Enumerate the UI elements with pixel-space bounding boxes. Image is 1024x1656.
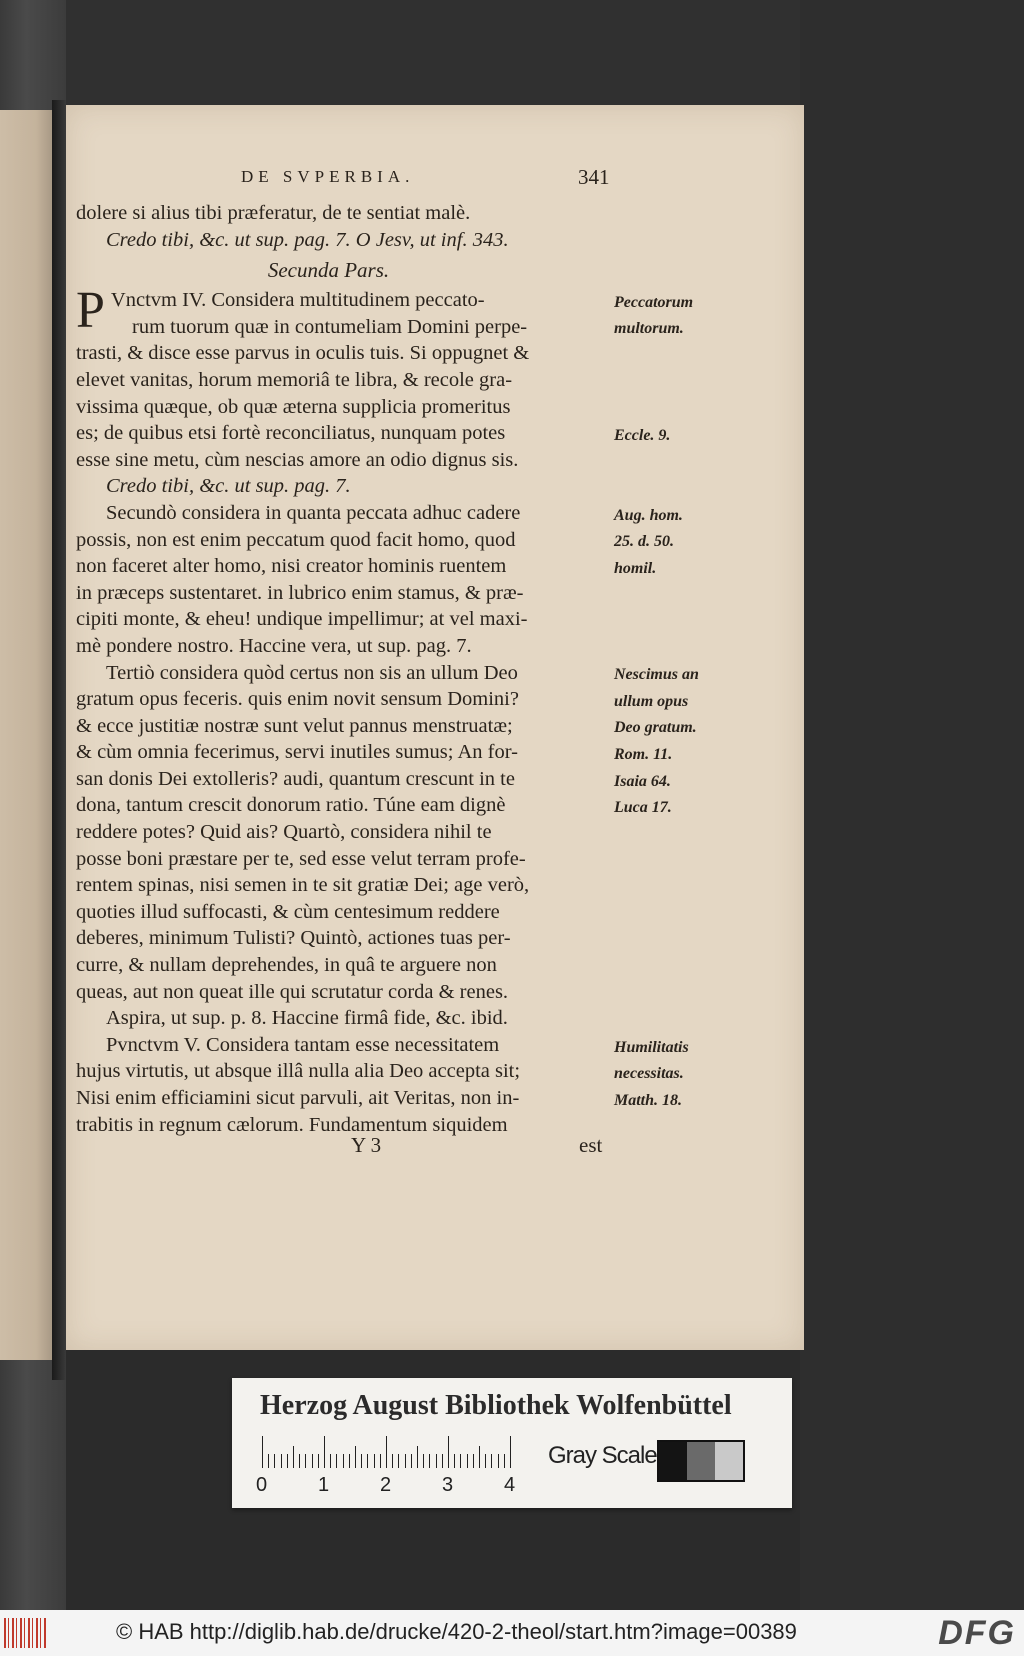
marginal-note: Isaia 64. xyxy=(614,772,671,790)
ruler-tick xyxy=(367,1454,368,1468)
text-line: rum tuorum quæ in contumeliam Domini perpe- xyxy=(132,315,528,338)
marginal-note: Deo gratum. xyxy=(614,719,697,737)
text-line: non faceret alter homo, nisi creator hominis ruentem xyxy=(76,555,507,578)
marginal-note: Humilitatis xyxy=(614,1038,689,1056)
text-line: Tertiò considera quòd certus non sis an ullum Deo xyxy=(106,661,518,684)
ruler-number: 1 xyxy=(318,1474,330,1496)
ruler-tick xyxy=(262,1436,263,1468)
ruler-tick xyxy=(392,1454,393,1468)
ruler-tick xyxy=(305,1454,306,1468)
library-name: Herzog August Bibliothek Wolfenbüttel xyxy=(260,1390,732,1421)
text-line: trasti, & disce esse parvus in oculis tuis. Si oppugnet & xyxy=(76,342,530,365)
text-line: dolere si alius tibi præferatur, de te sentiat malè. xyxy=(76,202,471,224)
text-line: Credo tibi, &c. ut sup. pag. 7. O Jesv, ut inf. 343. xyxy=(106,228,509,251)
gray-swatch xyxy=(659,1442,687,1480)
ruler-tick xyxy=(417,1446,418,1468)
book-page xyxy=(66,105,804,1350)
ruler-tick xyxy=(281,1454,282,1468)
text-line: san donis Dei extolleris? audi, quantum crescunt in te xyxy=(76,767,515,790)
text-line: & ecce justitiæ nostræ sunt velut pannus menstruatæ; xyxy=(76,714,513,737)
ruler-number: 4 xyxy=(504,1474,516,1496)
text-line: reddere potes? Quid ais? Quartò, considera nihil te xyxy=(76,821,492,844)
ruler-tick xyxy=(510,1436,511,1468)
ruler-tick xyxy=(491,1454,492,1468)
ruler-tick xyxy=(343,1454,344,1468)
ruler-tick xyxy=(274,1454,275,1468)
ruler-tick xyxy=(386,1436,387,1468)
ruler-tick xyxy=(504,1454,505,1468)
text-line: mè pondere nostro. Haccine vera, ut sup. pag. 7. xyxy=(76,634,472,657)
marginal-note: Aug. hom. xyxy=(614,506,683,524)
text-line: Secunda Pars. xyxy=(267,258,390,283)
ruler-tick xyxy=(336,1454,337,1468)
text-line: Credo tibi, &c. ut sup. pag. 7. xyxy=(106,475,351,498)
ruler-tick xyxy=(423,1454,424,1468)
ruler-tick xyxy=(473,1454,474,1468)
gray-scale-swatches xyxy=(657,1440,745,1482)
ruler-tick xyxy=(374,1454,375,1468)
ruler-tick xyxy=(436,1454,437,1468)
ruler-tick xyxy=(287,1454,288,1468)
text-line: esse sine metu, cùm nescias amore an odio dignus sis. xyxy=(76,448,519,471)
signature-mark: Y 3 xyxy=(351,1133,382,1157)
marginal-note: Nescimus an xyxy=(614,666,699,684)
marginal-note: ullum opus xyxy=(614,692,689,710)
text-line: dona, tantum crescit donorum ratio. Túne eam dignè xyxy=(76,794,506,817)
ruler-tick xyxy=(454,1454,455,1468)
text-line: es; de quibus etsi fortè reconciliatus, nunquam potes xyxy=(76,422,506,445)
marginal-note: Luca 17. xyxy=(614,799,672,817)
ruler-tick xyxy=(448,1436,449,1468)
scanner-background-right xyxy=(800,0,1024,1610)
ruler-tick xyxy=(405,1454,406,1468)
marginal-note: 25. d. 50. xyxy=(614,533,674,551)
gray-swatch xyxy=(715,1442,743,1480)
text-line: curre, & nullam deprehendes, in quâ te arguere non xyxy=(76,954,497,977)
ruler-tick xyxy=(330,1454,331,1468)
text-line: queas, aut non queat ille qui scrutatur corda & renes. xyxy=(76,980,509,1003)
ruler-tick xyxy=(268,1454,269,1468)
ruler-tick xyxy=(318,1454,319,1468)
drop-cap: P xyxy=(76,282,105,340)
body-text xyxy=(76,200,621,1138)
ruler-tick xyxy=(380,1454,381,1468)
text-line: gratum opus feceris. quis enim novit sensum Domini? xyxy=(76,688,519,711)
ruler-tick xyxy=(361,1454,362,1468)
marginal-note: Rom. 11. xyxy=(614,746,673,763)
ruler-tick xyxy=(479,1446,480,1468)
ruler-number: 2 xyxy=(380,1474,392,1496)
ruler-tick xyxy=(355,1446,356,1468)
text-line: quoties illud suffocasti, & cùm centesimum reddere xyxy=(76,900,500,923)
ruler-scale xyxy=(262,1436,512,1468)
text-line: in præceps sustentaret. in lubrico enim stamus, & præ- xyxy=(76,581,524,604)
marginal-note: homil. xyxy=(614,559,657,577)
ruler-tick xyxy=(467,1454,468,1468)
ruler-tick xyxy=(312,1454,313,1468)
text-line: trabitis in regnum cælorum. Fundamentum siquidem xyxy=(76,1113,508,1136)
gray-scale-label: Gray Scale xyxy=(548,1442,657,1469)
ruler-tick xyxy=(349,1454,350,1468)
text-line: Nisi enim efficiamini sicut parvuli, ait Veritas, non in- xyxy=(76,1087,520,1109)
ruler-tick xyxy=(429,1454,430,1468)
ruler-tick xyxy=(398,1454,399,1468)
previous-page-edge xyxy=(0,110,60,1360)
text-line: Secundò considera in quanta peccata adhuc cadere xyxy=(106,501,521,524)
page-number: 341 xyxy=(578,165,610,189)
marginal-note: Matth. 18. xyxy=(614,1091,683,1109)
ruler-tick xyxy=(442,1454,443,1468)
running-head: DE SVPERBIA. xyxy=(241,167,415,186)
text-line: cipiti monte, & eheu! undique impellimur; at vel maxi- xyxy=(76,608,528,631)
ruler-tick xyxy=(411,1454,412,1468)
text-line: deberes, minimum Tulisti? Quintò, actiones tuas per- xyxy=(76,927,511,950)
ruler-tick xyxy=(498,1454,499,1468)
book-spine xyxy=(52,100,66,1380)
catchword: est xyxy=(579,1133,603,1157)
marginal-note: Eccle. 9. xyxy=(614,426,671,444)
text-line: rentem spinas, nisi semen in te sit gratiæ Dei; age verò, xyxy=(76,874,530,897)
ruler-numbers xyxy=(256,1474,526,1500)
footer-bar xyxy=(0,1610,1024,1656)
ruler-tick xyxy=(299,1454,300,1468)
dfg-logo: DFG xyxy=(938,1614,1016,1652)
gray-swatch xyxy=(687,1442,715,1480)
text-line: Pvnctvm V. Considera tantam esse necessitatem xyxy=(106,1033,500,1056)
ruler-tick xyxy=(293,1446,294,1468)
ruler-tick xyxy=(485,1454,486,1468)
text-line: possis, non est enim peccatum quod facit homo, quod xyxy=(76,528,516,551)
source-url[interactable]: © HAB http://diglib.hab.de/drucke/420-2-theol/start.htm?image=00389 xyxy=(116,1619,797,1644)
hab-logo-icon xyxy=(4,1618,48,1648)
text-line: vissima quæque, ob quæ æterna supplicia promeritus xyxy=(76,395,511,418)
marginal-note: multorum. xyxy=(614,320,684,338)
marginal-note: necessitas. xyxy=(614,1065,684,1083)
color-calibration-card xyxy=(232,1378,792,1508)
ruler-number: 3 xyxy=(442,1474,454,1496)
text-line: & cùm omnia fecerimus, servi inutiles sumus; An for- xyxy=(76,741,518,764)
marginal-note: Peccatorum xyxy=(614,293,694,311)
ruler-number: 0 xyxy=(256,1474,268,1496)
text-line: posse boni præstare per te, sed esse velut terram profe- xyxy=(76,847,526,870)
ruler-tick xyxy=(324,1436,325,1468)
ruler-tick xyxy=(460,1454,461,1468)
text-line: hujus virtutis, ut absque illâ nulla alia Deo accepta sit; xyxy=(76,1060,521,1083)
text-line: elevet vanitas, horum memoriâ te libra, & recole gra- xyxy=(76,368,513,391)
text-line: P Vnctvm IV. Considera multitudinem peccato- xyxy=(76,282,485,340)
text-line: Aspira, ut sup. p. 8. Haccine firmâ fide, &c. ibid. xyxy=(106,1007,508,1030)
